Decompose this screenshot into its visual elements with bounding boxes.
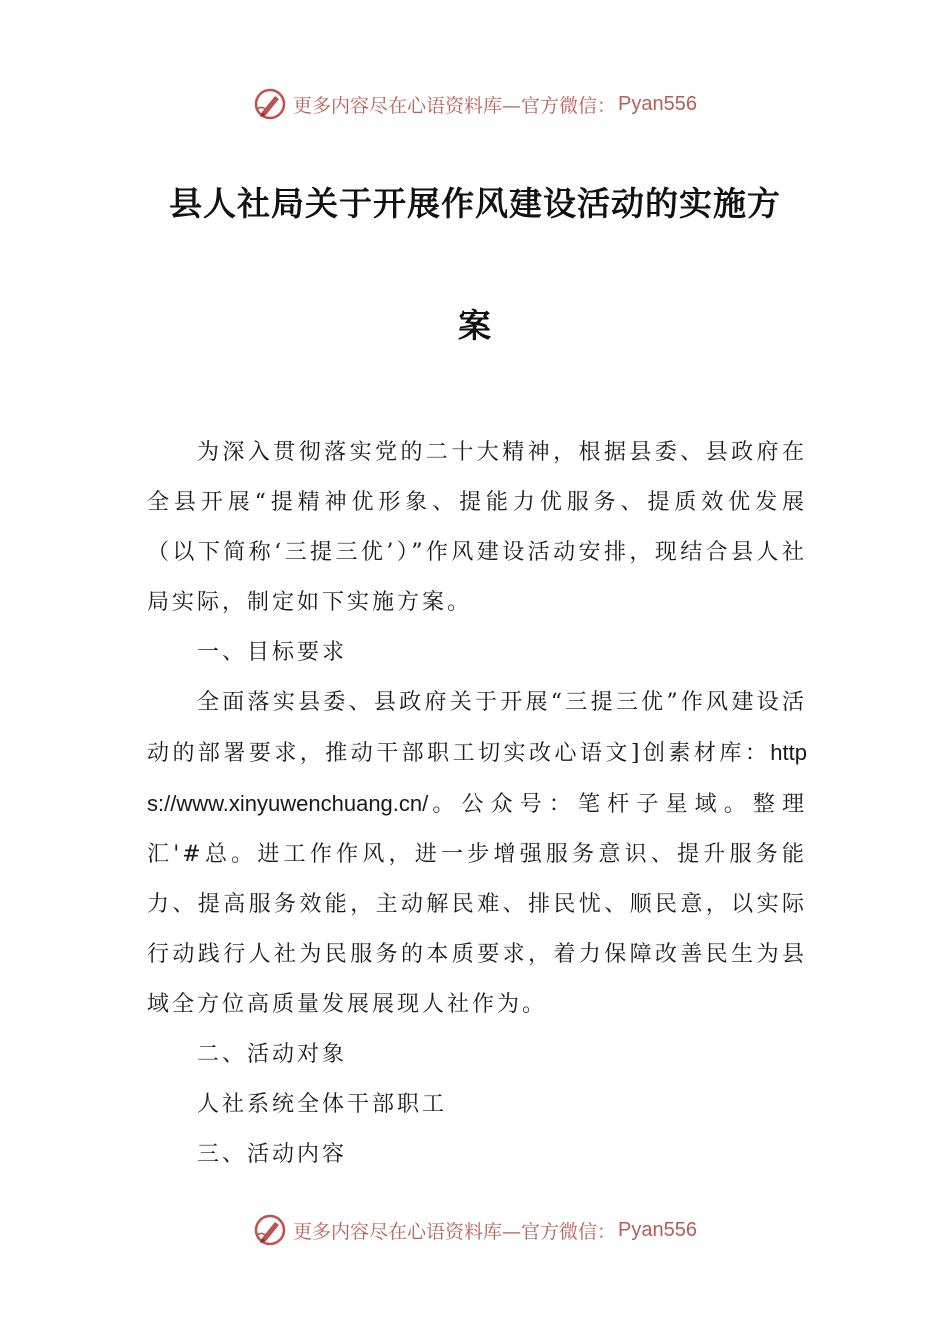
header-banner (0, 82, 950, 126)
footer-banner-text: 更多内容尽在心语资料库—官方微信： (293, 1220, 617, 1243)
footer-banner (0, 1208, 950, 1252)
section-3-heading: 三、活动内容 (197, 1142, 348, 1167)
intro-paragraph: 为深入贯彻落实党的二十大精神，根据县委、县政府在全县开展“提精神优形象、提能力优服务、提质效优发展（以下简称‘三提三优’）”作风建设活动安排，现结合县人社局实际，制定如下实施方案。 (147, 440, 807, 615)
section-2-heading: 二、活动对象 (197, 1042, 348, 1067)
header-banner-text: 更多内容尽在心语资料库—官方微信： (293, 94, 617, 117)
header-banner-wechat: Pyan556 (618, 92, 697, 115)
document-body (147, 428, 807, 1180)
section-1-text-a: 全面落实县委、县政府关于开展“三提三优”作风建设活动的部署要求，推动干部职工切实改心语文]创素材库： (147, 690, 807, 766)
section-2-paragraph: 人社系统全体干部职工 (197, 1092, 448, 1117)
section-1-heading: 一、目标要求 (197, 640, 348, 665)
section-1-text-b: 。公众号：笔杆子星域。整理汇'#总。进工作作风，进一步增强服务意识、提升服务能力、提高服务效能，主动解民难、排民忧、顺民意，以实际行动践行人社为民服务的本质要求，着力保障改善民生为县域全方位高质量发展展现人社作为。 (147, 792, 807, 1017)
document-title-line-1: 县人社局关于开展作风建设活动的实施方 (169, 184, 781, 223)
source-url-link[interactable]: https://www.xinyuwenchuang.cn/ (147, 740, 807, 816)
pen-logo-icon (253, 1213, 287, 1247)
footer-banner-wechat: Pyan556 (618, 1218, 697, 1241)
section-1-paragraph (147, 678, 807, 1030)
pen-logo-icon (253, 87, 287, 121)
document-title-line-2: 案 (458, 306, 492, 345)
